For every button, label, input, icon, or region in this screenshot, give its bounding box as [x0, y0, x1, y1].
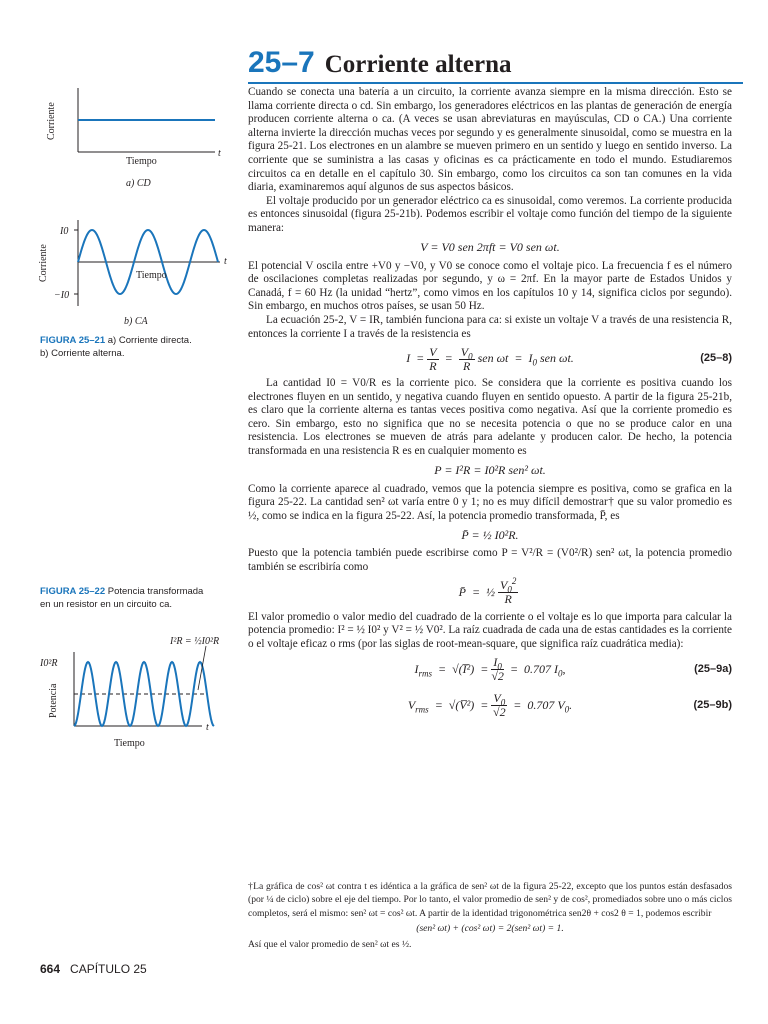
power-t-label: t	[206, 722, 209, 733]
equation-25-9b: $V_{rms}$ = √(V̅²) = $\frac{V_0}{√2}$ = 0.707 $V_0$. (25–9b)	[407, 690, 732, 719]
paragraph-4: La ecuación 25-2, V = IR, también funciona para ca: si existe un voltaje V a través de una resistencia R, entonces la corriente I a través de la resistencia es	[248, 313, 732, 340]
ac-peak-label: I0	[60, 226, 69, 237]
power-y-label: Potencia	[48, 683, 59, 718]
footnote	[248, 880, 732, 951]
equation-25-9a-number: (25–9a)	[694, 662, 732, 675]
equation-power: P = I²R = I0²R sen² ωt.	[434, 462, 546, 477]
paragraph-1: Cuando se conecta una batería a un circuito, la corriente avanza siempre en la misma dirección. Esto se llama corriente directa o cd. Sin embargo, los generadores eléctricos en las plantas de generación de energía producen corriente alterna o ca. (A veces se usan abreviaturas en mayúsculas, CD o CA.) Una corriente alterna invierte la dirección muchas veces por segundo y es generalmente sinusoidal, como se muestra en la figura 25-21. Los electrones en un alambre se mueven primero en un sentido y luego en sentido inverso. La corriente que se suministra a las casas y oficinas es ca prácticamente en todo el mundo. Estudiaremos circuitos ca en detalle en el capítulo 30. Sin embargo, como los circuitos ca son tan comunes en la vida diaria, examinaremos aquí algunos de sus aspectos básicos.	[248, 86, 732, 194]
dc-y-label: Corriente	[46, 102, 57, 140]
paragraph-8: El valor promedio o valor medio del cuadrado de la corriente o el voltaje es lo que importa para calcular la potencia promedio: I² = ½ I0² y V² = ½ V0². La raíz cuadrada de cada una de estas cantidades es la corriente o el voltaje eficaz o rms (por las siglas de root-mean-square, que significa raíz cuadrática media):	[248, 610, 732, 650]
body-text	[248, 86, 732, 723]
equation-25-8: I = $\frac{V}{R}$ = $\frac{V_0}{R}$ sen $\omega t = I_0$ sen ωt. (25–8)	[406, 344, 732, 373]
equation-25-9b-number: (25–9b)	[693, 698, 732, 711]
ac-t-label: t	[224, 256, 227, 267]
figure-25-22-label: FIGURA 25–22	[40, 586, 106, 597]
ac-y-label: Corriente	[38, 244, 49, 282]
dc-tag: a) CD	[126, 178, 151, 189]
paragraph-2: El voltaje producido por un generador eléctrico ca es sinusoidal, como veremos. La corriente producida es entonces sinusoidal (figura 25-21b). Podemos escribir el voltaje como función del tiempo de la siguiente manera:	[248, 194, 732, 234]
figure-ac-current	[24, 214, 240, 330]
ac-x-label: Tiempo	[136, 270, 167, 281]
paragraph-7: Puesto que la potencia también puede escribirse como P = V²/R = (V0²/R) sen² ωt, la potencia promedio también se escribiría como	[248, 547, 732, 574]
equation-25-9a: $I_{rms}$ = √(I̅²) = $\frac{I_0}{√2}$ = 0.707 $I_0$, (25–9a)	[414, 654, 732, 683]
page-footer	[40, 962, 147, 976]
chapter-label: CAPÍTULO 25	[70, 962, 147, 976]
section-heading	[248, 44, 743, 84]
figure-25-22-text: Potencia transformada en un resistor en un circuito ca.	[40, 586, 204, 610]
equation-voltage: V = V0 sen 2πft = V0 sen ωt.	[420, 239, 560, 254]
figure-25-22-caption	[40, 585, 205, 611]
footnote-conclusion: Así que el valor promedio de sen² ωt es ½.	[248, 938, 412, 950]
dc-x-label: Tiempo	[126, 156, 157, 167]
figure-25-21-label: FIGURA 25–21	[40, 335, 106, 346]
figure-power	[36, 634, 240, 750]
figure-25-21-text: a) Corriente directa. b) Corriente alterna.	[40, 335, 192, 359]
equation-average-power-voltage: P̄ = ½ $\frac{V_0^2}{R}$	[458, 576, 517, 607]
power-x-label: Tiempo	[114, 738, 145, 749]
power-average-label: I²R = ½I0²R	[170, 636, 220, 647]
figure-25-21-caption	[40, 334, 200, 360]
paragraph-5: La cantidad I0 = V0/R es la corriente pico. Se considera que la corriente es positiva cuando los electrones fluyen en un sentido, y negativa cuando fluyen en sentido opuesto. A partir de la figura 25-21b, es claro que la corriente alterna es tantas veces positiva como negativa. Así que la corriente promedio es cero. Sin embargo, esto no significa que no se necesita potencia o que no se produce calor en una resistencia. Los electrones se mueven de atrás para adelante y producen calor. De hecho, la potencia transformada en una resistencia R es en cualquier momento es	[248, 377, 732, 458]
equation-25-8-number: (25–8)	[700, 352, 732, 365]
page-number: 664	[40, 962, 61, 976]
section-title: Corriente alterna	[324, 51, 512, 78]
paragraph-6: Como la corriente aparece al cuadrado, vemos que la potencia siempre es positiva, como se grafica en la figura 25-22. La cantidad sen² ωt varía entre 0 y 1; no es muy difícil demostrar† que su valor promedio es ½, como se indica en la figura 25-22. Así, la potencia promedio transformada, P̄, es	[248, 482, 732, 522]
footnote-text: †La gráfica de cos² ωt contra t es idéntica a la gráfica de sen² ωt de la figura 25-22, excepto que los puntos están desfasados (por ¼ de ciclo) sobre el eje del tiempo. Por lo tanto, el valor promedio de sen² y de cos², promediados sobre uno o más ciclos completos, será el mismo: sen² ωt = cos² ωt. A partir de la identidad trigonométrica sen2θ + cos2 θ = 1, podemos escribir	[248, 881, 732, 919]
paragraph-3: El potencial V oscila entre +V0 y −V0, y V0 se conoce como el voltaje pico. La frecuencia f es el número de oscilaciones completas realizadas por segundo, y ω = 2πf. En la mayor parte de Estados Unidos y Canadá, f = 60 Hz (la unidad “hertz”, como vimos en los capítulos 10 y 14, significa ciclos por segundo). Sin embargo, en muchos otros países, se usan 50 Hz.	[248, 259, 732, 313]
ac-tag: b) CA	[124, 316, 148, 327]
footnote-equation: (sen² ωt) + (cos² ωt) = 2(sen² ωt) = 1.	[416, 923, 564, 935]
power-peak-label: I0²R	[40, 658, 58, 669]
dc-t-label: t	[218, 148, 221, 159]
ac-neg-peak-label: −I0	[54, 290, 70, 301]
figure-dc-current	[40, 80, 240, 190]
equation-average-power: P̄ = ½ I0²R.	[461, 527, 519, 542]
section-number: 25–7	[248, 46, 315, 79]
